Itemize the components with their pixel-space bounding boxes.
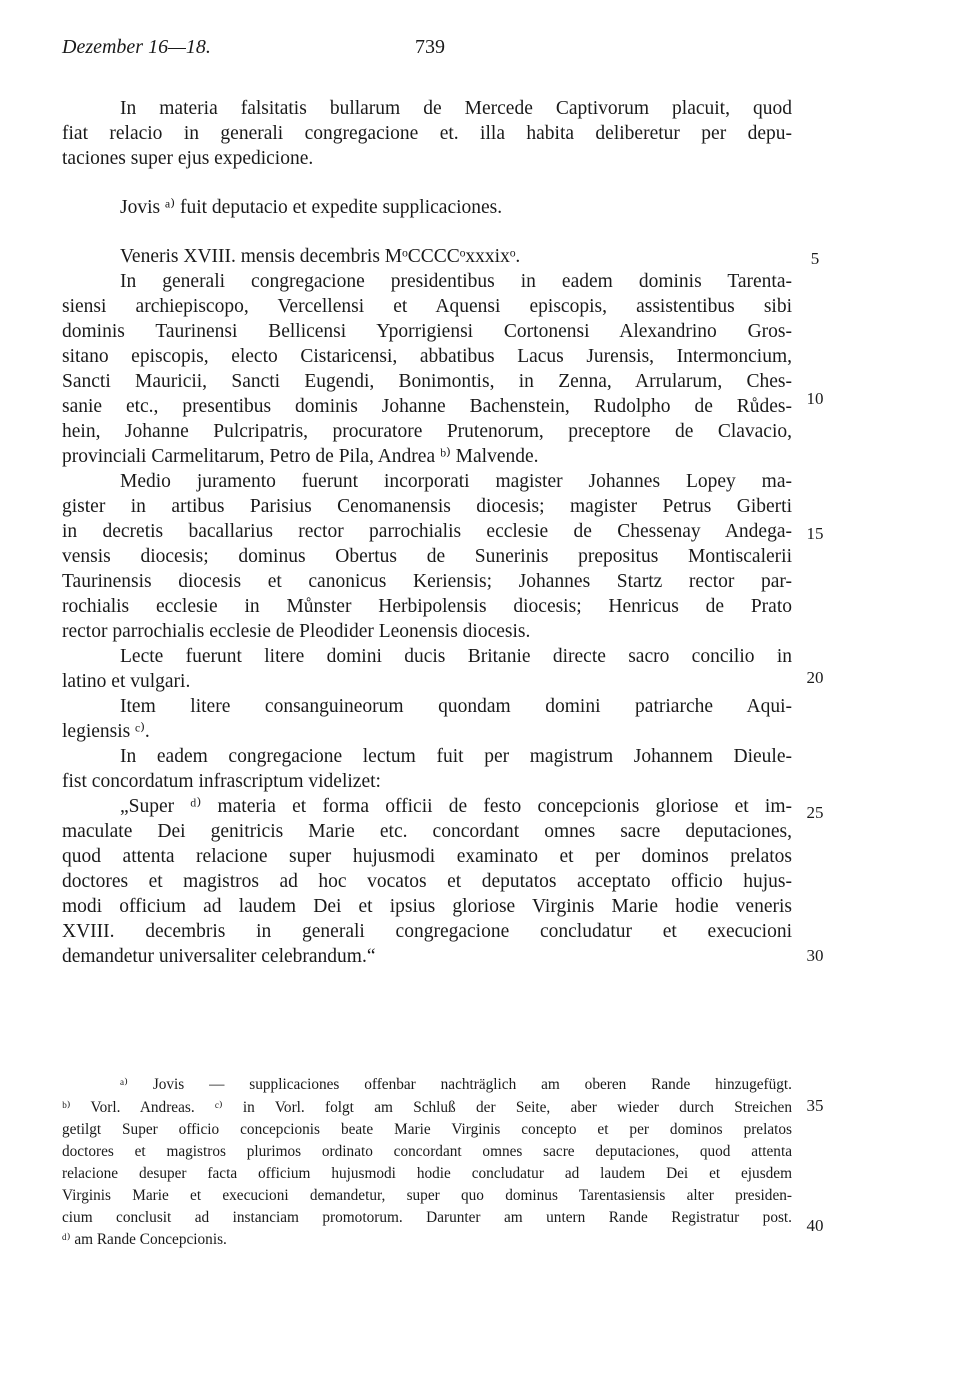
text-line: In materia falsitatis bullarum de Mercede Captivorum placuit, quod <box>120 98 792 119</box>
text-line: in decretis bacallarius rector parrochialis ecclesie de Chessenay Andega- <box>62 521 792 542</box>
text-line: doctores et magistros ad hoc vocatos et deputatos acceptato officio hujus- <box>62 871 792 892</box>
text-line: „Super ᵈ⁾ materia et forma officii de festo concepcionis gloriose et im- <box>120 796 792 817</box>
text-line: XVIII. decembris in generali congregacione concludatur et execucioni <box>62 921 792 942</box>
text-line: Sancti Mauricii, Sancti Eugendi, Bonimontis, in Zenna, Arrularum, Ches- <box>62 371 792 392</box>
text-line: Taurinensis diocesis et canonicus Keriensis; Johannes Startz rector par- <box>62 571 792 592</box>
line-number: 25 <box>806 803 824 822</box>
line-number: 30 <box>806 946 824 965</box>
text-line: vensis diocesis; dominus Obertus de Sunerinis prepositus Montiscalerii <box>62 546 792 567</box>
text-line: In generali congregacione presidentibus in eadem dominis Tarenta- <box>120 271 792 292</box>
text-line: fiat relacio in generali congregacione et. illa habita deliberetur per depu- <box>62 123 792 144</box>
text-line: fist concordatum infrascriptum videlizet: <box>62 771 381 792</box>
line-number: 20 <box>806 668 824 687</box>
text-line: taciones super ejus expedicione. <box>62 148 314 169</box>
text-line: Veneris XVIII. mensis decembris MᵒCCCCᵒxxxixᵒ. <box>120 246 521 267</box>
text-line: quod attenta relacione super hujusmodi examinato et per dominos prelatos <box>62 846 792 867</box>
footnote-line: ᵇ⁾ Vorl. Andreas. ᶜ⁾ in Vorl. folgt am Schluß der Seite, aber wieder durch Streichen <box>62 1099 792 1116</box>
running-head-date: Dezember 16—18. <box>62 36 211 58</box>
text-line: rochialis ecclesie in Můnster Herbipolensis diocesis; Henricus de Prato <box>62 596 792 617</box>
text-line: siensi archiepiscopo, Vercellensi et Aquensi episcopis, assistentibus sibi <box>62 296 792 317</box>
text-line: latino et vulgari. <box>62 671 191 692</box>
text-line: In eadem congregacione lectum fuit per magistrum Johannem Dieule- <box>120 746 792 767</box>
text-line: provinciali Carmelitarum, Petro de Pila, Andrea ᵇ⁾ Malvende. <box>62 446 539 467</box>
line-number: 15 <box>806 524 824 543</box>
text-line: sitano episcopis, electo Cistaricensi, abbatibus Lacus Jurensis, Intermoncium, <box>62 346 792 367</box>
footnote-line: cium conclusit ad instanciam promotorum. Darunter am untern Rande Registratur post. <box>62 1209 792 1226</box>
text-line: Item litere consanguineorum quondam domini patriarche Aqui- <box>120 696 792 717</box>
text-line: gister in artibus Parisius Cenomanensis diocesis; magister Petrus Giberti <box>62 496 792 517</box>
text-line: Medio juramento fuerunt incorporati magister Johannes Lopey ma- <box>120 471 792 492</box>
text-line: sanie etc., presentibus dominis Johanne Bachenstein, Rudolpho de Růdes- <box>62 396 792 417</box>
text-line: Jovis ᵃ⁾ fuit deputacio et expedite supplicaciones. <box>120 197 503 218</box>
line-number: 35 <box>806 1096 824 1115</box>
footnote-line: ᵃ⁾ Jovis — supplicaciones offenbar nachträglich am oberen Rande hinzugefügt. <box>120 1076 792 1093</box>
line-number: 40 <box>806 1216 824 1235</box>
page-number: 739 <box>415 36 445 58</box>
line-number: 10 <box>806 389 824 408</box>
text-line: rector parrochialis ecclesie de Pleodider Leonensis diocesis. <box>62 621 531 642</box>
text-line: modi officium ad laudem Dei et ipsius gloriose Virginis Marie hodie veneris <box>62 896 792 917</box>
footnote-line: doctores et magistros plurimos ordinato concordant omnes sacre deputaciones, quod attenta <box>62 1143 792 1160</box>
text-line: hein, Johanne Pulcripatris, procuratore Prutenorum, preceptore de Clavacio, <box>62 421 792 442</box>
footnote-line: Virginis Marie et execucioni demandetur, super quo dominus Tarentasiensis alter presiden- <box>62 1187 792 1204</box>
line-number: 5 <box>810 249 820 268</box>
footnote-line: ᵈ⁾ am Rande Concepcionis. <box>62 1231 227 1248</box>
text-line: Lecte fuerunt litere domini ducis Britanie directe sacro concilio in <box>120 646 792 667</box>
footnote-line: relacione desuper facta officium hujusmodi hodie concludatur ad laudem Dei et ejusdem <box>62 1165 792 1182</box>
text-line: dominis Taurinensi Bellicensi Yporrigiensi Cortonensi Alexandrino Gros- <box>62 321 792 342</box>
text-line: demandetur universaliter celebrandum.“ <box>62 946 376 967</box>
text-line: legiensis ᶜ⁾. <box>62 721 150 742</box>
text-line: maculate Dei genitricis Marie etc. concordant omnes sacre deputaciones, <box>62 821 792 842</box>
footnote-line: getilgt Super officio concepcionis beate Marie Virginis concepto et per dominos prelatos <box>62 1121 792 1138</box>
